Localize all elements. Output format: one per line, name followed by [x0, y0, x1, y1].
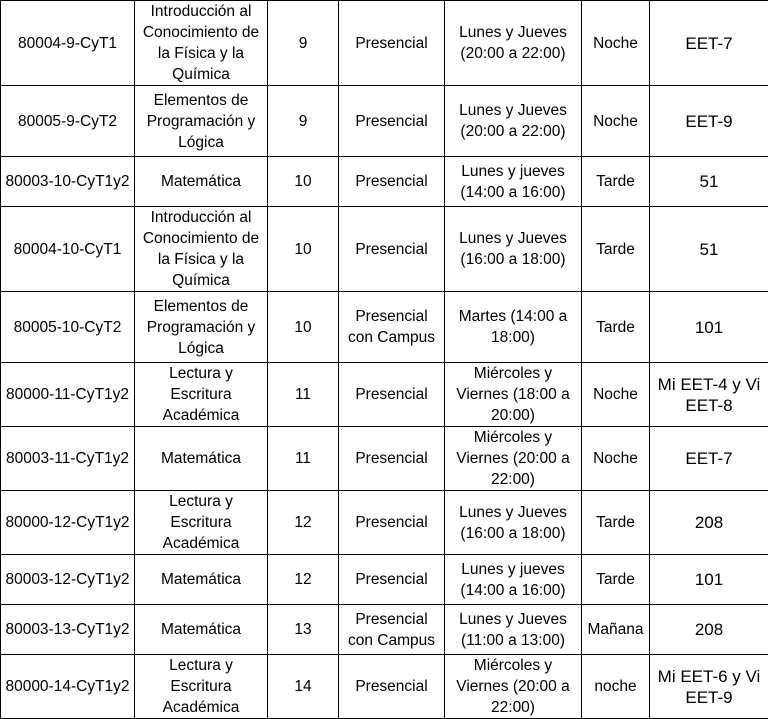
table-row [1, 1, 768, 86]
cell-materia: Lectura y Escritura Académica [135, 491, 268, 555]
cell-modalidad: Presencial [339, 491, 445, 555]
cell-turno: Tarde [582, 157, 650, 207]
cell-aula: EET-7 [650, 427, 768, 491]
cell-aula: EET-9 [650, 86, 768, 157]
cell-comision: 10 [268, 207, 339, 292]
cell-comision: 14 [268, 655, 339, 719]
cell-modalidad: Presencial [339, 427, 445, 491]
cell-codigo: 80003-12-CyT1y2 [1, 555, 135, 605]
cell-codigo: 80003-10-CyT1y2 [1, 157, 135, 207]
cell-comision: 10 [268, 157, 339, 207]
cell-codigo: 80003-11-CyT1y2 [1, 427, 135, 491]
cell-turno: Mañana [582, 605, 650, 655]
cell-codigo: 80004-10-CyT1 [1, 207, 135, 292]
cell-aula: 101 [650, 555, 768, 605]
cell-turno: Tarde [582, 207, 650, 292]
cell-materia: Matemática [135, 555, 268, 605]
cell-modalidad: Presencial [339, 86, 445, 157]
cell-materia: Matemática [135, 605, 268, 655]
cell-aula: 51 [650, 207, 768, 292]
table-row [1, 292, 768, 363]
cell-comision: 9 [268, 86, 339, 157]
cell-horario: Miércoles y Viernes (20:00 a 22:00) [445, 655, 582, 719]
cell-aula: EET-7 [650, 1, 768, 86]
cell-materia: Matemática [135, 157, 268, 207]
cell-modalidad: Presencial [339, 555, 445, 605]
cell-materia: Introducción al Conocimiento de la Física y la Química [135, 207, 268, 292]
cell-codigo: 80000-12-CyT1y2 [1, 491, 135, 555]
cell-comision: 12 [268, 555, 339, 605]
cell-aula: 208 [650, 491, 768, 555]
cell-comision: 10 [268, 292, 339, 363]
cell-horario: Lunes y Jueves (16:00 a 18:00) [445, 207, 582, 292]
table-row [1, 555, 768, 605]
cell-codigo: 80000-11-CyT1y2 [1, 363, 135, 427]
cell-comision: 9 [268, 1, 339, 86]
cell-horario: Lunes y Jueves (11:00 a 13:00) [445, 605, 582, 655]
cell-horario: Lunes y jueves (14:00 a 16:00) [445, 157, 582, 207]
cell-horario: Martes (14:00 a 18:00) [445, 292, 582, 363]
cell-modalidad: Presencial [339, 363, 445, 427]
table-row [1, 157, 768, 207]
cell-turno: noche [582, 655, 650, 719]
cell-materia: Lectura y Escritura Académica [135, 363, 268, 427]
cell-codigo: 80003-13-CyT1y2 [1, 605, 135, 655]
cell-materia: Matemática [135, 427, 268, 491]
table-row [1, 605, 768, 655]
cell-horario: Lunes y Jueves (20:00 a 22:00) [445, 1, 582, 86]
cell-codigo: 80004-9-CyT1 [1, 1, 135, 86]
table-row [1, 427, 768, 491]
cell-comision: 12 [268, 491, 339, 555]
cell-codigo: 80005-10-CyT2 [1, 292, 135, 363]
cell-comision: 13 [268, 605, 339, 655]
table-row [1, 491, 768, 555]
cell-horario: Miércoles y Viernes (20:00 a 22:00) [445, 427, 582, 491]
cell-modalidad: Presencial con Campus [339, 605, 445, 655]
cell-comision: 11 [268, 427, 339, 491]
cell-codigo: 80000-14-CyT1y2 [1, 655, 135, 719]
cell-turno: Tarde [582, 292, 650, 363]
cell-aula: 208 [650, 605, 768, 655]
cell-materia: Elementos de Programación y Lógica [135, 86, 268, 157]
cell-modalidad: Presencial [339, 655, 445, 719]
cell-materia: Elementos de Programación y Lógica [135, 292, 268, 363]
cell-turno: Noche [582, 427, 650, 491]
cell-horario: Miércoles y Viernes (18:00 a 20:00) [445, 363, 582, 427]
cell-modalidad: Presencial [339, 207, 445, 292]
cell-aula: Mi EET-4 y Vi EET-8 [650, 363, 768, 427]
cell-aula: 101 [650, 292, 768, 363]
cell-turno: Noche [582, 86, 650, 157]
table-row [1, 363, 768, 427]
cell-codigo: 80005-9-CyT2 [1, 86, 135, 157]
cell-turno: Noche [582, 1, 650, 86]
cell-aula: Mi EET-6 y Vi EET-9 [650, 655, 768, 719]
cell-modalidad: Presencial [339, 1, 445, 86]
cell-turno: Noche [582, 363, 650, 427]
table-row [1, 207, 768, 292]
table-row [1, 655, 768, 719]
cell-aula: 51 [650, 157, 768, 207]
table-row [1, 86, 768, 157]
cell-modalidad: Presencial [339, 157, 445, 207]
cell-turno: Tarde [582, 491, 650, 555]
cell-materia: Introducción al Conocimiento de la Física y la Química [135, 1, 268, 86]
cell-horario: Lunes y Jueves (20:00 a 22:00) [445, 86, 582, 157]
cell-horario: Lunes y jueves (14:00 a 16:00) [445, 555, 582, 605]
cell-comision: 11 [268, 363, 339, 427]
cell-modalidad: Presencial con Campus [339, 292, 445, 363]
cell-materia: Lectura y Escritura Académica [135, 655, 268, 719]
cell-horario: Lunes y Jueves (16:00 a 18:00) [445, 491, 582, 555]
cell-turno: Tarde [582, 555, 650, 605]
